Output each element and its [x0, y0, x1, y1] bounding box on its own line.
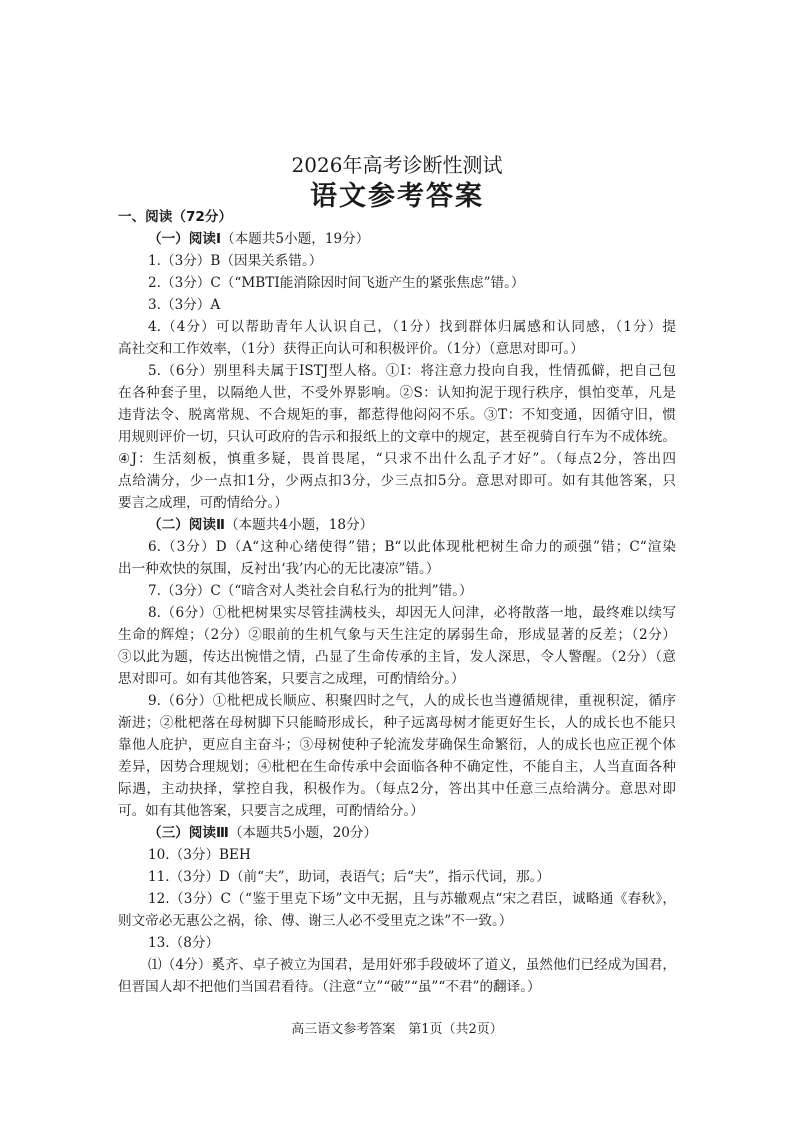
answer-q8-line: 思对即可。如有其他答案，只要言之成理，可酌情给分。） — [118, 671, 465, 687]
exam-title: 2026年高考诊断性测试 — [291, 153, 503, 177]
answer-q9-line: 靠他人庇护，更应自主奋斗；③母树使种子轮流发芽确保生命繁衍，人的成长也应正视个体 — [118, 737, 676, 753]
answer-q7: 7.（3分）C（“暗含对人类社会自私行为的批判”错。） — [148, 583, 473, 599]
answer-q13: 13.（8分） — [148, 935, 220, 951]
part-heading — [118, 822, 676, 844]
answer-q6-line: 6.（3分）D（A“这种心绪使得”错；B“以此体现枇杷树生命力的顽强”错；C“渲染 — [148, 539, 676, 555]
part-note: （本题共4小题，18分） — [224, 517, 374, 533]
answer-q8-line: 8.（6分）①枇杷树果实尽管挂满枝头，却因无人问津，必将散落一地，最终难以续写 — [148, 605, 676, 621]
answer-q13-1-line: ⑴（4分）奚齐、卓子被立为国君，是用奸邪手段破坏了道义，虽然他们已经成为国君， — [148, 957, 676, 973]
part-title: （二）阅读Ⅱ — [148, 517, 225, 533]
answer-q2: 2.（3分）C（“MBTI能消除因时间飞逝产生的紧张焦虑”错。） — [148, 275, 525, 291]
answer-q4-line: 高社交和工作效率，（1分）获得正向认可和积极评价。（1分）（意思对即可。） — [118, 341, 584, 357]
answer-q5-line: 在各种套子里，以隔绝人世，不受外界影响。②S：认知拘泥于现行秩序，惧怕变革，凡是 — [118, 385, 676, 401]
part-note: （本题共5小题，19分） — [221, 231, 370, 247]
answer-q12-line: 12.（3分）C（“鉴于里克下场”文中无据，且与苏辙观点“宋之君臣，诚略通《春秋》， — [148, 891, 676, 907]
answer-q11: 11.（3分）D（前“夫”，助词，表语气；后“夫”，指示代词，那。） — [148, 869, 551, 885]
answer-q9-line: 渐进；②枇杷落在母树脚下只能畸形成长，种子远离母树才能更好生长，人的成长也不能只 — [118, 715, 676, 731]
part-note: （本题共5小题，20分） — [228, 825, 378, 841]
page-footer: 高三语文参考答案 第1页（共2页） — [291, 1022, 503, 1037]
section-heading: 一、阅读（72分） — [118, 209, 233, 225]
part-heading — [118, 228, 676, 250]
part-title: （一）阅读Ⅰ — [148, 231, 222, 247]
answer-q5-line: 用规则评价一切，只认可政府的告示和报纸上的文章中的规定，甚至视骑自行车为不成体统。 — [118, 429, 676, 445]
answer-q6-line: 出一种欢快的氛围，反衬出‘我’内心的无比凄凉”错。） — [118, 561, 440, 577]
answer-q9-line: 际遇，主动抉择，掌控自我，积极作为。（每点2分，答出其中任意三点给满分。意思对即 — [118, 781, 676, 797]
answer-q5-line: 要言之成理，可酌情给分。） — [118, 495, 288, 511]
answer-q9-line: 可。如有其他答案，只要言之成理，可酌情给分。） — [118, 803, 424, 819]
answer-q4-line: 4.（4分）可以帮助青年人认识自己，（1分）找到群体归属感和认同感，（1分）提 — [148, 319, 676, 335]
doc-title: 语文参考答案 — [310, 181, 484, 212]
answer-q5-line: 违背法令、脱离常规、不合规矩的事，都惹得他闷闷不乐。③T：不知变通，因循守旧，惯 — [118, 407, 676, 423]
answer-q13-1-line: 但晋国人却不把他们当国君看待。（注意“立”“破”“虽”“不君”的翻译。） — [118, 979, 541, 995]
answer-q8-line: ③以此为题，传达出惋惜之情，凸显了生命传承的主旨，发人深思，令人警醒。（2分）（意 — [118, 649, 676, 665]
answer-q1: 1.（3分）B（因果关系错。） — [148, 253, 323, 269]
answer-q8-line: 生命的辉煌；（2分）②眼前的生机气象与天生注定的孱弱生命，形成显著的反差；（2分） — [118, 627, 676, 643]
answer-q5-line: 点给满分，少一点扣1分，少两点扣3分，少三点扣5分。意思对即可。如有其他答案，只 — [118, 473, 676, 489]
part-heading — [118, 514, 676, 536]
answer-q9-line: 差异，因势合理规划；④枇杷在生命传承中会面临各种不确定性，不能自主，人当直面各种 — [118, 759, 676, 775]
answer-q10: 10.（3分）BEH — [148, 847, 251, 863]
answer-q12-line: 则文帝必无惠公之祸，徐、傅、谢三人必不受里克之诛”不一致。） — [118, 913, 513, 929]
answer-q9-line: 9.（6分）①枇杷成长顺应、积聚四时之气，人的成长也当遵循规律，重视积淀，循序 — [148, 693, 676, 709]
answer-q3: 3.（3分）A — [148, 297, 221, 313]
part-title: （三）阅读Ⅲ — [148, 825, 229, 841]
answer-q5-line: ④J：生活刻板，慎重多疑，畏首畏尾，“只求不出什么乱子才好”。（每点2分，答出四 — [118, 451, 676, 467]
answer-q5-line: 5.（6分）别里科夫属于ISTJ型人格。①I：将注意力投向自我，性情孤僻，把自己包 — [148, 363, 676, 379]
answer-body — [118, 206, 676, 998]
